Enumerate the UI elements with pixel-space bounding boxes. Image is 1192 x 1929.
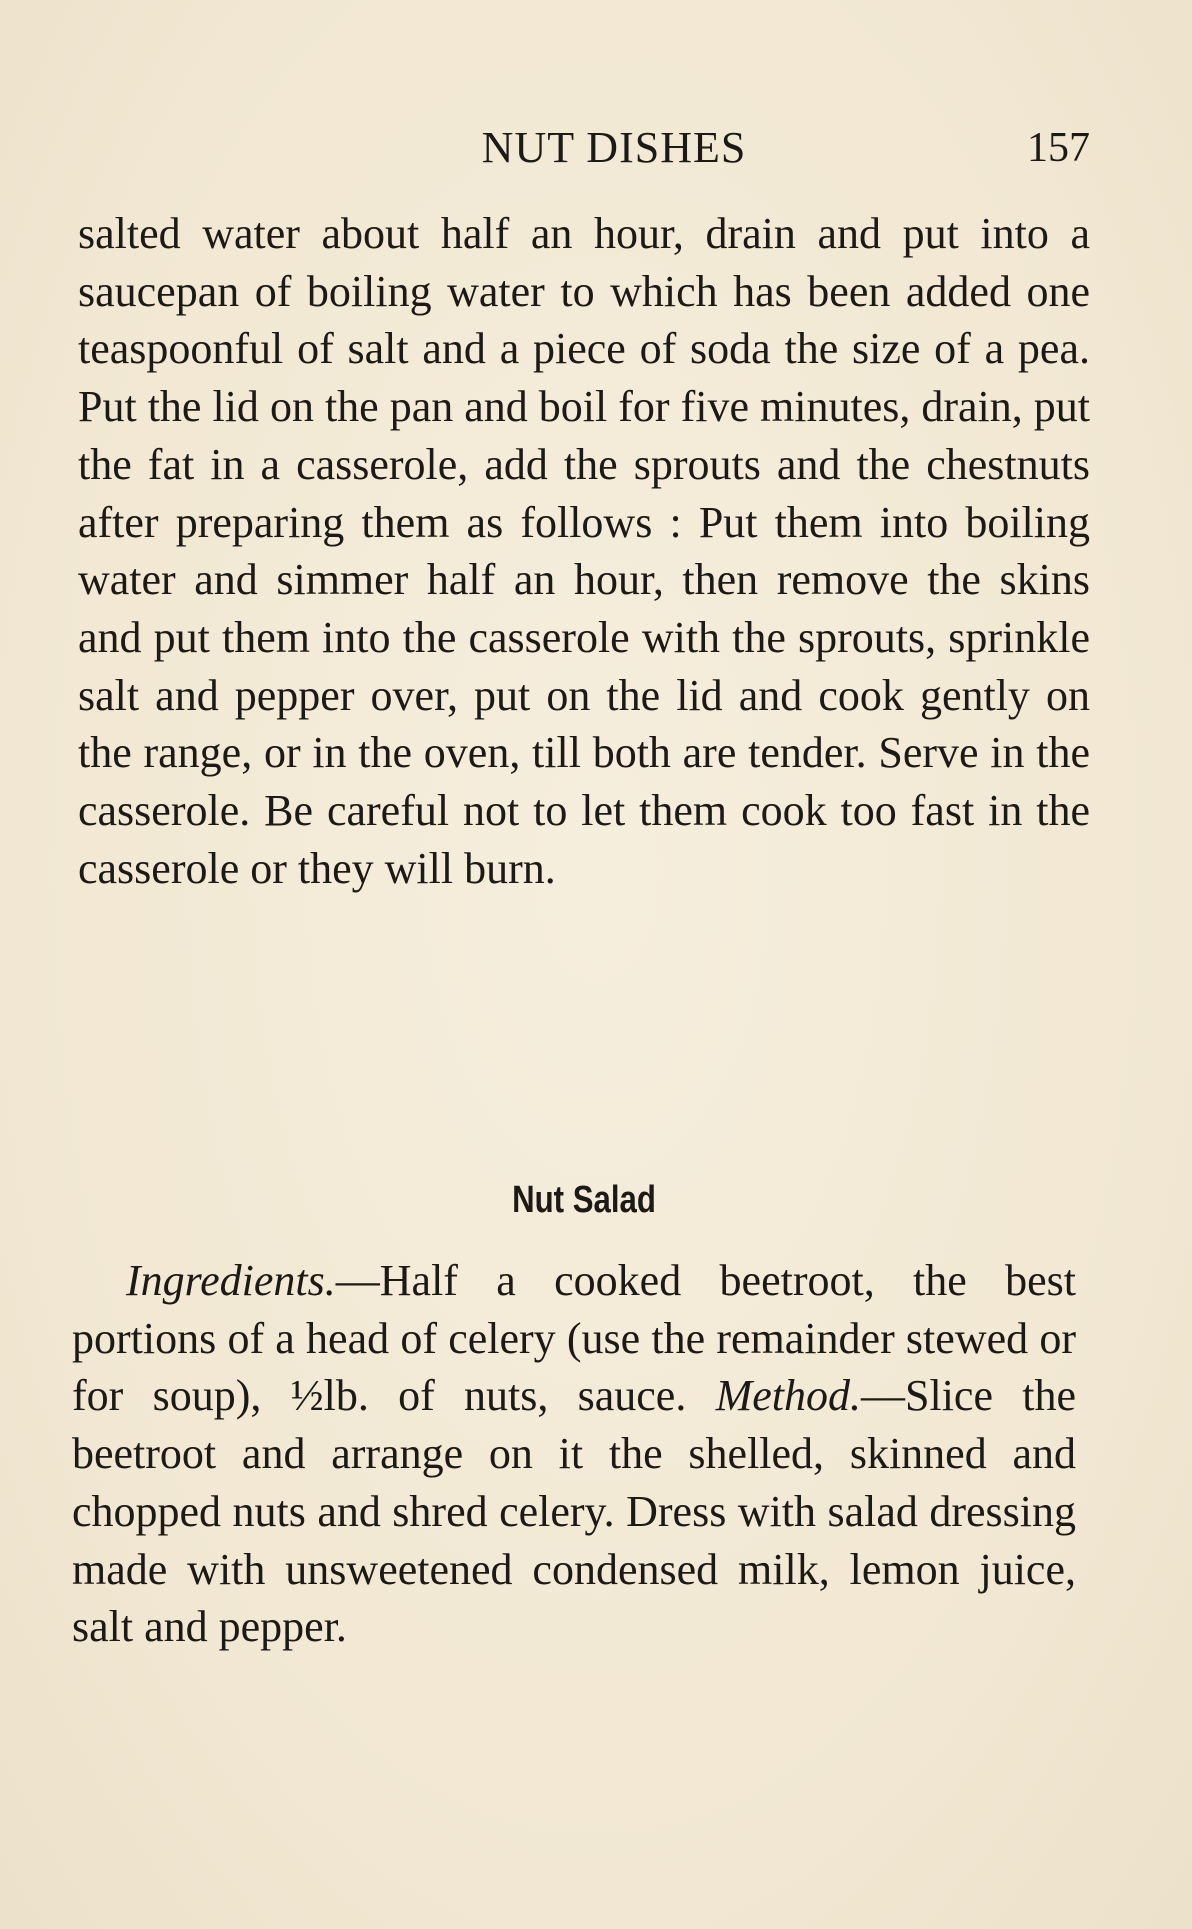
recipe-title: Nut Salad bbox=[512, 1179, 656, 1221]
method-label: Method. bbox=[715, 1371, 862, 1421]
continuation-paragraph: salted water about half an hour, drain and put into a saucepan of boiling water to which has been added one teaspoonful of salt and a piece of soda the size of a pea. Put the lid on the pan and boil for five minutes, drain, put the fat in a casserole, add the sprouts and the chestnuts after preparing them as follows : Put them into boiling water and simmer half an hour, then remove the skins and put them into the casserole with the sprouts, sprinkle salt and pepper over, put on the lid and cook gently on the range, or in the oven, till both are tender. Serve in the casserole. Be careful not to let them cook too fast in the casserole or they will burn. bbox=[78, 209, 1090, 893]
running-head bbox=[78, 118, 1090, 178]
page-number: 157 bbox=[1027, 125, 1090, 171]
ingredients-label: Ingredients. bbox=[126, 1256, 336, 1305]
method-text: —Slice the beetroot and arrange on it the shelled, skinned and chopped nuts and shred celery. Dress with salad dressing made with unsweetened condensed milk, lemon juice, salt and pepper. bbox=[72, 1371, 1077, 1652]
ingredients-text: —Half a cooked beetroot, the best portions of a head of celery (use the remainder stewed or for soup), ½lb. of nuts, sauce. bbox=[72, 1256, 1076, 1421]
running-title: NUT DISHES bbox=[481, 123, 747, 172]
recipe-paragraph bbox=[72, 1252, 1076, 1656]
